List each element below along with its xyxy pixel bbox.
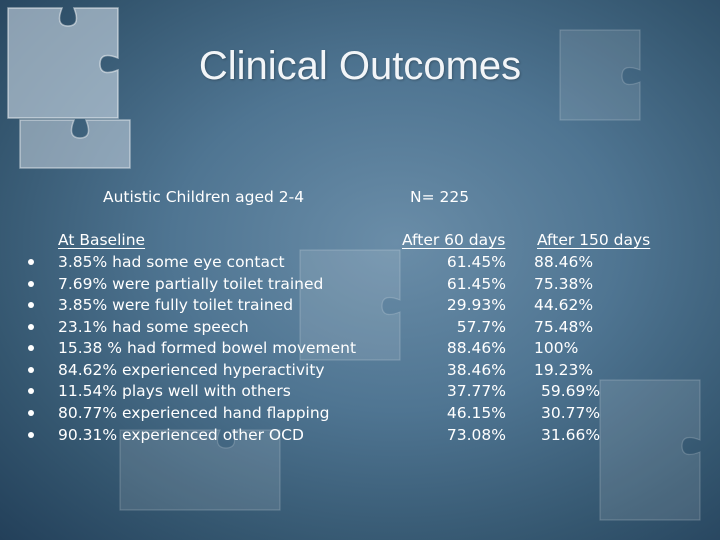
bullet-icon	[28, 367, 34, 373]
baseline-description: 3.85% were fully toilet trained	[58, 296, 294, 314]
after-150-value: 88.46%	[534, 253, 594, 271]
sample-size-label: N= 225	[410, 188, 470, 206]
after-60-value: 38.46%	[446, 361, 506, 379]
list-item	[0, 382, 720, 404]
group-label: Autistic Children aged 2-4	[103, 188, 305, 206]
baseline-description: 80.77% experienced hand flapping	[58, 404, 330, 422]
column-header-after-60-days: After 60 days	[402, 231, 506, 249]
after-150-value: 75.48%	[534, 318, 594, 336]
bullet-icon	[28, 281, 34, 287]
after-60-value: 46.15%	[446, 404, 506, 422]
baseline-description: 11.54% plays well with others	[58, 382, 291, 400]
after-60-value: 88.46%	[446, 339, 506, 357]
after-150-value: 30.77%	[541, 404, 601, 422]
list-item	[0, 361, 720, 383]
baseline-description: 15.38 % had formed bowel movement	[58, 339, 357, 357]
after-150-value: 19.23%	[534, 361, 594, 379]
list-item	[0, 275, 720, 297]
after-60-value: 61.45%	[446, 275, 506, 293]
baseline-description: 3.85% had some eye contact	[58, 253, 285, 271]
after-60-value: 73.08%	[446, 426, 506, 444]
after-60-value: 57.7%	[456, 318, 506, 336]
after-150-value: 75.38%	[534, 275, 594, 293]
list-item	[0, 318, 720, 340]
bullet-icon	[28, 324, 34, 330]
puzzle-piece-icon	[20, 120, 130, 168]
bullet-icon	[28, 410, 34, 416]
baseline-description: 7.69% were partially toilet trained	[58, 275, 324, 293]
after-60-value: 37.77%	[446, 382, 506, 400]
after-150-value: 31.66%	[541, 426, 601, 444]
list-item	[0, 426, 720, 448]
after-150-value: 100%	[534, 339, 579, 357]
bullet-icon	[28, 345, 34, 351]
bullet-icon	[28, 388, 34, 394]
baseline-description: 23.1% had some speech	[58, 318, 249, 336]
baseline-description: 84.62% experienced hyperactivity	[58, 361, 325, 379]
after-60-value: 29.93%	[446, 296, 506, 314]
bullet-icon	[28, 259, 34, 265]
after-150-value: 44.62%	[534, 296, 594, 314]
list-item	[0, 296, 720, 318]
after-60-value: 61.45%	[446, 253, 506, 271]
slide-title: Clinical Outcomes	[198, 44, 522, 88]
column-header-after-150-days: After 150 days	[537, 231, 651, 249]
list-item	[0, 253, 720, 275]
after-150-value: 59.69%	[541, 382, 601, 400]
bullet-icon	[28, 302, 34, 308]
list-item	[0, 404, 720, 426]
list-item	[0, 339, 720, 361]
bullet-icon	[28, 432, 34, 438]
column-header-baseline: At Baseline	[58, 231, 146, 249]
baseline-description: 90.31% experienced other OCD	[58, 426, 304, 444]
